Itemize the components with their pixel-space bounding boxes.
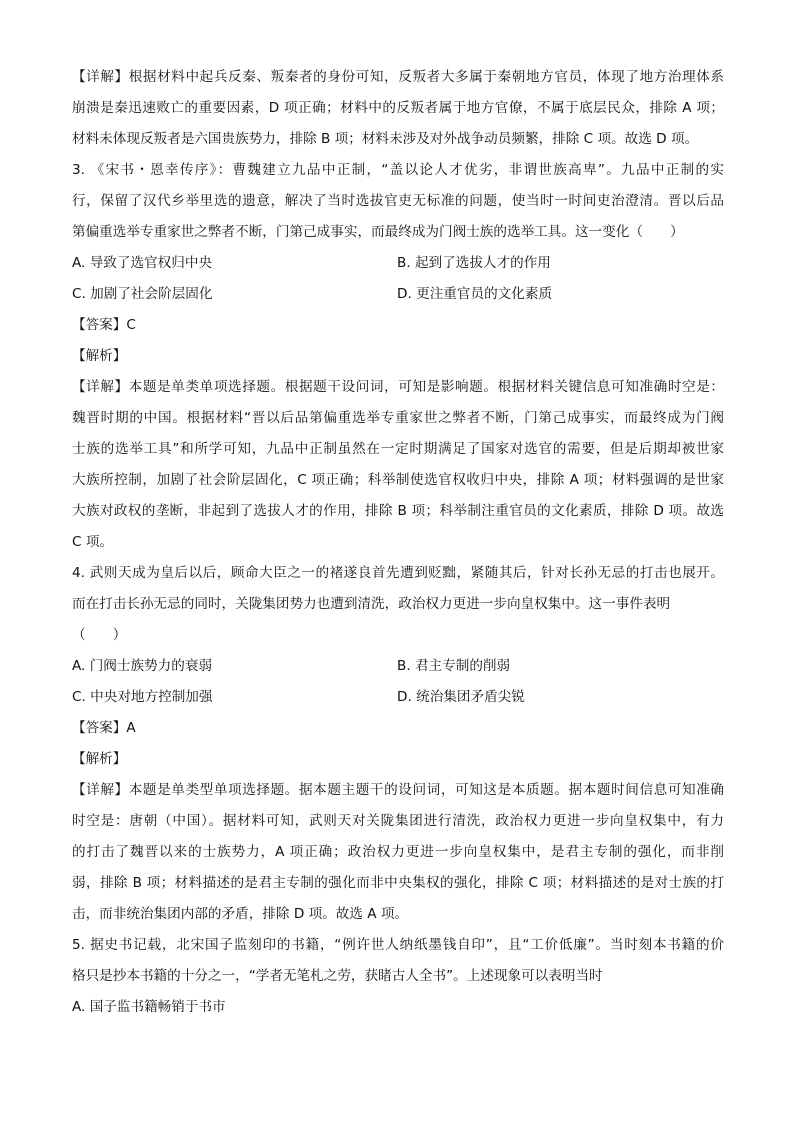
- text-line: 弱，排除 B 项；材料描述的是君主专制的强化而非中央集权的强化，排除 C 项；材料描述的是对士族的打: [72, 875, 724, 891]
- text-line: 士族的选举工具”和所学可知，九品中正制虽然在一定时期满足了国家对选官的需要，但是后期却被世家: [72, 441, 724, 457]
- answer-option: A. 门阀士族势力的衰弱: [72, 658, 213, 674]
- text-line: 【详解】本题是单类单项选择题。根据题干设问词，可知是影响题。根据材料关键信息可知准确时空是：: [72, 379, 724, 395]
- answer-option: B. 君主专制的削弱: [397, 658, 511, 674]
- text-line: 【答案】C: [72, 317, 136, 333]
- answer-option: C. 中央对地方控制加强: [72, 689, 213, 705]
- document-body: [72, 62, 724, 1023]
- text-line: 魏晋时期的中国。根据材料“晋以后品第偏重选举专重家世之弊者不断，门第己成事实，而最终成为门阀: [72, 410, 724, 426]
- text-line: 4. 武则天成为皇后以后，顾命大臣之一的褚遂良首先遭到贬黜，紧随其后，针对长孙无忌的打击也展开。: [72, 565, 724, 581]
- text-line: A. 国子监书籍畅销于书市: [72, 999, 226, 1015]
- answer-options-row: [72, 279, 724, 310]
- text-line: 行，保留了汉代乡举里选的遗意，解决了当时选拔官吏无标准的问题，使当时一时间吏治澄清。晋以后品: [72, 193, 724, 209]
- text-line: 击，而非统治集团内部的矛盾，排除 D 项。故选 A 项。: [72, 906, 409, 922]
- text-line: 大族所控制，加剧了社会阶层固化，C 项正确；科举制使选官权收归中央，排除 A 项；材料强调的是世家: [72, 472, 724, 488]
- text-line: （ ）: [72, 627, 127, 643]
- answer-option: C. 加剧了社会阶层固化: [72, 286, 213, 302]
- text-line: 【答案】A: [72, 720, 136, 736]
- text-line: 5. 据史书记载，北宋国子监刻印的书籍，“例许世人纳纸墨钱自印”，且“工价低廉”。当时刻本书籍的价: [72, 937, 724, 953]
- text-line: 【详解】根据材料中起兵反秦、叛秦者的身份可知，反叛者大多属于秦朝地方官员，体现了地方治理体系: [72, 69, 724, 85]
- text-line: 3. 《宋书・恩幸传序》：曹魏建立九品中正制，“盖以论人才优劣，非谓世族高卑”。九品中正制的实: [72, 162, 724, 178]
- text-line: 【详解】本题是单类型单项选择题。据本题主题干的设问词，可知这是本质题。据本题时间信息可知准确: [72, 782, 724, 798]
- text-line: 【解析】: [72, 751, 127, 767]
- text-line: 大族对政权的垄断，非起到了选拔人才的作用，排除 B 项；科举制注重官员的文化素质，排除 D 项。故选: [72, 503, 724, 519]
- answer-options-row: [72, 248, 724, 279]
- answer-options-row: [72, 682, 724, 713]
- text-line: 第偏重选举专重家世之弊者不断，门第己成事实，而最终成为门阀士族的选举工具。这一变化（ ）: [72, 224, 684, 240]
- answer-option: A. 导致了选官权归中央: [72, 255, 213, 271]
- answer-option: B. 起到了选拔人才的作用: [397, 255, 551, 271]
- answer-option: D. 统治集团矛盾尖锐: [397, 689, 525, 705]
- text-line: 而在打击长孙无忌的同时，关陇集团势力也遭到清洗，政治权力更进一步向皇权集中。这一事件表明: [72, 596, 671, 612]
- answer-option: D. 更注重官员的文化素质: [397, 286, 553, 302]
- text-line: 格只是抄本书籍的十分之一，“学者无笔札之劳，获睹古人全书”。上述现象可以表明当时: [72, 968, 603, 984]
- text-line: 崩溃是秦迅速败亡的重要因素，D 项正确；材料中的反叛者属于地方官僚，不属于底层民众，排除 A 项；: [72, 100, 724, 116]
- text-line: 【解析】: [72, 348, 127, 364]
- text-line: 时空是：唐朝（中国）。据材料可知，武则天对关陇集团进行清洗，政治权力更进一步向皇权集中，有力: [72, 813, 724, 829]
- text-line: 材料未体现反叛者是六国贵族势力，排除 B 项；材料未涉及对外战争动员频繁，排除 C 项。故选 D 项。: [72, 131, 699, 147]
- text-line: 的打击了魏晋以来的士族势力，A 项正确；政治权力更进一步向皇权集中，是君主专制的强化，而非削: [72, 844, 724, 860]
- answer-options-row: [72, 651, 724, 682]
- text-line: C 项。: [72, 534, 114, 550]
